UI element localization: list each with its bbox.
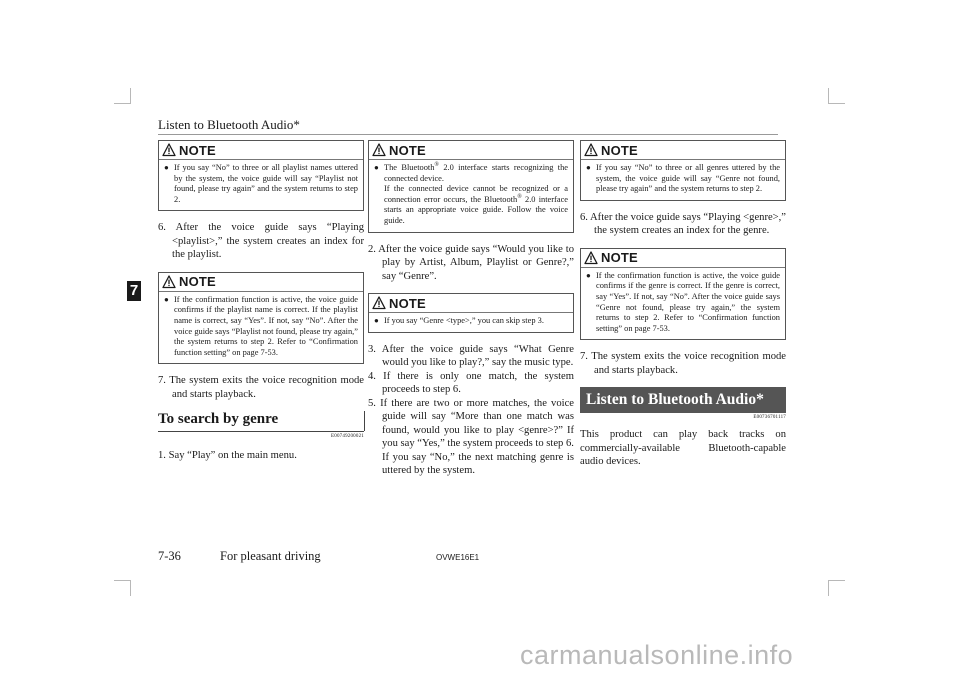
note-header <box>159 141 363 159</box>
page-number: 7-36 <box>158 549 181 563</box>
bullet-text: If the confirmation function is active, the voice guide confirms if the genre is correct. If the genre is correct, say “Yes”. If not, say “No”. After the voice guide says “Genre not found, please try again,” the system returns to step 2. Refer to “Confirmation function setting” on page 7-53. <box>596 270 780 333</box>
note-box <box>368 140 574 233</box>
chapter-tab: 7 <box>127 281 141 301</box>
note-box <box>580 140 786 201</box>
header-rule <box>158 134 778 135</box>
note-line-2: If the connected device cannot be recognized or a connection error occurs, the Bluetooth <box>384 184 568 204</box>
column-2 <box>368 140 574 488</box>
crop-mark <box>114 103 130 104</box>
crop-mark <box>829 103 845 104</box>
column-3 <box>580 140 786 469</box>
crop-mark <box>828 580 829 596</box>
section-heading-dark <box>580 387 786 420</box>
bullet-item <box>164 295 358 359</box>
step-3: 3. After the voice guide says “What Genre would you like to play?,” say the music type. <box>368 343 574 369</box>
note-header <box>369 294 573 312</box>
crop-mark <box>130 580 131 596</box>
warning-triangle-icon <box>162 143 176 157</box>
note-title: NOTE <box>389 142 426 158</box>
warning-triangle-icon <box>162 275 176 289</box>
note-title: NOTE <box>601 250 638 266</box>
note-line-1: The Bluetooth <box>384 163 435 172</box>
step-7: 7. The system exits the voice recognition mode and starts playback. <box>158 375 364 400</box>
step-6: 6. After the voice guide says “Playing <playlist>,” the system creates an index for the playlist. <box>158 222 364 261</box>
bullet-item <box>374 316 568 327</box>
note-line-2-rest: 2.0 interface starts an appropriate voice guide. Follow the voice guide. <box>384 194 569 225</box>
warning-triangle-icon <box>372 296 386 310</box>
step-5: 5. If there are two or more matches, the voice guide will say “More than one match was found, would you like to play <genre>?” If you say “Yes,” the system proceeds to step 6. <box>368 397 574 450</box>
note-box <box>158 272 364 365</box>
running-header: Listen to Bluetooth Audio* <box>158 117 300 132</box>
note-header <box>581 249 785 267</box>
registered-mark: ® <box>434 162 439 169</box>
section-title: To search by genre <box>158 411 364 432</box>
column-1 <box>158 140 364 473</box>
note-line-1-rest: 2.0 interface starts recognizing the connected device. <box>384 163 568 183</box>
note-title: NOTE <box>389 295 426 311</box>
bullet-text: If you say “No” to three or all playlist names uttered by the system, the voice guide will say “Playlist not found, please try again” and the system returns to step 2. <box>174 163 358 204</box>
bullet-text: If you say “No” to three or all genres uttered by the system, the voice guide will say “Genre not found, please try again” and the system returns to step 2. <box>596 163 780 194</box>
bullet-text: If the confirmation function is active, the voice guide confirms if the playlist name is correct. If the playlist name is correct, say “Yes”. If not, say “No”. After the voice guide says “Playlist not found, please try again,” the system returns to step 2. Refer to “Confirmation function setting” on page 7-53. <box>174 294 358 357</box>
step-7: 7. The system exits the voice recognition mode and starts playback. <box>580 351 786 376</box>
note-title: NOTE <box>179 142 216 158</box>
intro-paragraph: This product can play back tracks on commercially-available Bluetooth-capable audio devices. <box>580 429 786 468</box>
bullet-text <box>384 163 568 227</box>
step-4: 4. If there is only one match, the system proceeds to step 6. <box>368 370 574 396</box>
section-code: E00749200021 <box>331 434 364 440</box>
steps-list <box>368 343 574 478</box>
document-code: OVWE16E1 <box>436 553 480 562</box>
section-code: E00736701117 <box>753 415 786 421</box>
crop-mark <box>829 580 845 581</box>
note-title: NOTE <box>601 142 638 158</box>
registered-mark: ® <box>517 193 522 200</box>
note-body <box>369 312 573 332</box>
bullet-icon: ● <box>164 163 169 172</box>
warning-triangle-icon <box>584 251 598 265</box>
warning-triangle-icon <box>372 143 386 157</box>
note-body <box>159 291 363 364</box>
crop-mark <box>130 88 131 104</box>
bullet-item <box>164 163 358 205</box>
note-box <box>158 140 364 211</box>
note-box <box>368 293 574 333</box>
crop-mark <box>114 580 130 581</box>
bullet-icon: ● <box>374 163 379 172</box>
section-title: Listen to Bluetooth Audio* <box>580 387 786 413</box>
bullet-icon: ● <box>164 294 169 304</box>
warning-triangle-icon <box>584 143 598 157</box>
note-header <box>369 141 573 159</box>
note-header <box>581 141 785 159</box>
bullet-item <box>586 271 780 335</box>
bullet-item <box>374 163 568 227</box>
note-body <box>369 159 573 232</box>
step-1: 1. Say “Play” on the main menu. <box>158 450 297 462</box>
bullet-icon: ● <box>374 316 379 326</box>
step-5-continued: If you say “No,” the next matching genre is uttered by the system. <box>382 451 574 477</box>
step-2: 2. After the voice guide says “Would you like to play by Artist, Album, Playlist or Genre?,” say “Genre”. <box>368 243 574 282</box>
step-6: 6. After the voice guide says “Playing <genre>,” the system creates an index for the genre. <box>580 211 786 237</box>
watermark: carmanualsonline.info <box>520 640 794 670</box>
crop-mark <box>828 88 829 104</box>
note-title: NOTE <box>179 274 216 290</box>
bullet-item <box>586 163 780 195</box>
note-box <box>580 248 786 341</box>
section-heading <box>158 411 364 439</box>
bullet-icon: ● <box>586 270 591 280</box>
bullet-text: If you say “Genre <type>,” you can skip step 3. <box>384 316 544 326</box>
note-body <box>159 159 363 210</box>
note-body <box>581 267 785 340</box>
footer-title: For pleasant driving <box>220 549 321 563</box>
note-header <box>159 273 363 291</box>
bullet-icon: ● <box>586 163 591 172</box>
note-body <box>581 159 785 200</box>
